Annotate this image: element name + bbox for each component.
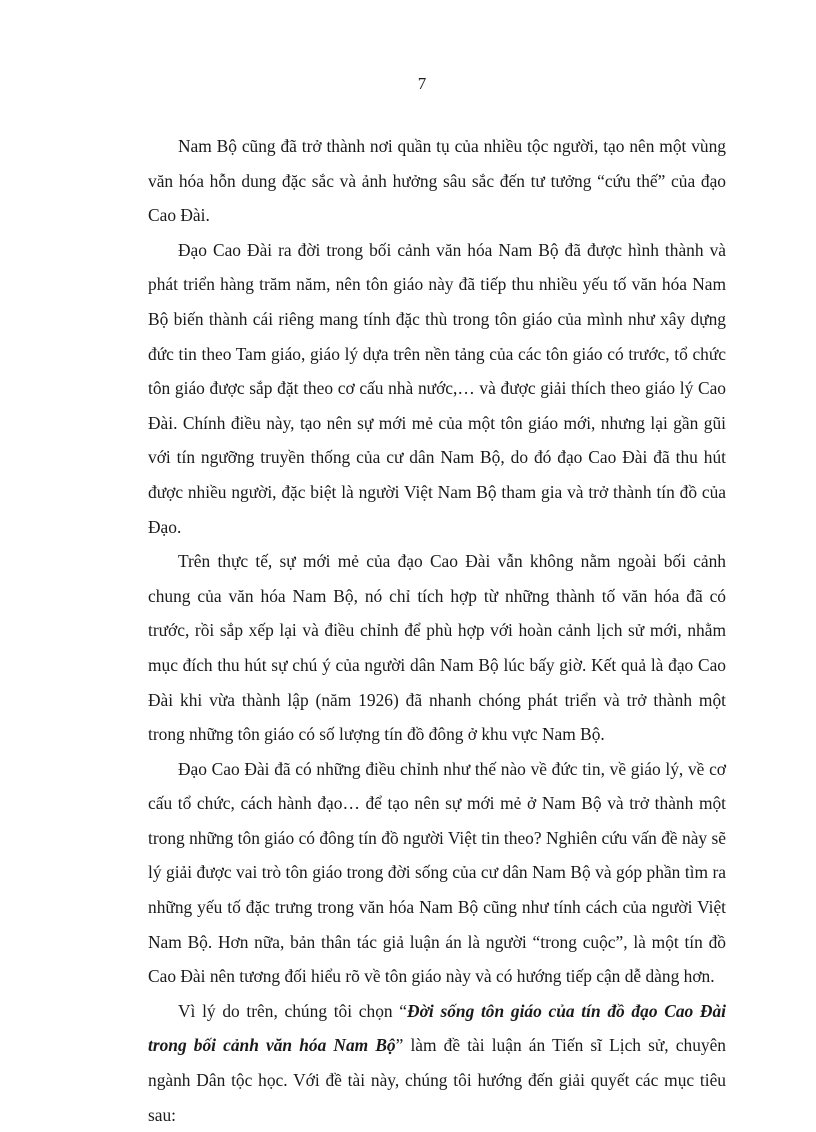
paragraph-5-tail: ” làm đề tài luận án Tiến sĩ Lịch sử, chuyên ngành Dân tộc học. Với đề tài này, chúng tôi hướng đến giải quyết các mục tiêu sau:	[148, 1035, 726, 1125]
paragraph-2: Đạo Cao Đài ra đời trong bối cảnh văn hóa Nam Bộ đã được hình thành và phát triển hàng trăm năm, nên tôn giáo này đã tiếp thu nhiều yếu tố văn hóa Nam Bộ biến thành cái riêng mang tính đặc thù trong tôn giáo của mình như xây dựng đức tin theo Tam giáo, giáo lý dựa trên nền tảng của các tôn giáo có trước, tổ chức tôn giáo được sắp đặt theo cơ cấu nhà nước,… và được giải thích theo giáo lý Cao Đài. Chính điều này, tạo nên sự mới mẻ của một tôn giáo mới, nhưng lại gần gũi với tín ngưỡng truyền thống của cư dân Nam Bộ, do đó đạo Cao Đài đã thu hút được nhiều người, đặc biệt là người Việt Nam Bộ tham gia và trở thành tín đồ của Đạo.	[148, 239, 726, 537]
body-text	[148, 129, 726, 1132]
paragraph-5	[148, 994, 726, 1132]
paragraph-1: Nam Bộ cũng đã trở thành nơi quần tụ của nhiều tộc người, tạo nên một vùng văn hóa hỗn dung đặc sắc và ảnh hưởng sâu sắc đến tư tưởng “cứu thế” của đạo Cao Đài.	[148, 136, 726, 226]
paragraph-5-lead: Vì lý do trên, chúng tôi chọn “	[178, 1000, 408, 1021]
thesis-title: Đời sống tôn giáo của tín đồ đạo Cao Đài trong bối cảnh văn hóa Nam Bộ	[148, 1000, 726, 1056]
page-number: 7	[417, 74, 427, 93]
paragraph-3: Trên thực tế, sự mới mẻ của đạo Cao Đài vẫn không nằm ngoài bối cảnh chung của văn hóa Nam Bộ, nó chỉ tích hợp từ những thành tố văn hóa đã có trước, rồi sắp xếp lại và điều chỉnh để phù hợp với hoàn cảnh lịch sử mới, nhằm mục đích thu hút sự chú ý của người dân Nam Bộ lúc bấy giờ. Kết quả là đạo Cao Đài khi vừa thành lập (năm 1926) đã nhanh chóng phát triển và trở thành một trong những tôn giáo có số lượng tín đồ đông ở khu vực Nam Bộ.	[148, 551, 726, 745]
paragraph-4: Đạo Cao Đài đã có những điều chỉnh như thế nào về đức tin, về giáo lý, về cơ cấu tổ chức, cách hành đạo… để tạo nên sự mới mẻ ở Nam Bộ và trở thành một trong những tôn giáo có đông tín đồ người Việt tin theo? Nghiên cứu vấn đề này sẽ lý giải được vai trò tôn giáo trong đời sống của cư dân Nam Bộ và góp phần tìm ra những yếu tố đặc trưng trong văn hóa Nam Bộ cũng như tính cách của người Việt Nam Bộ. Hơn nữa, bản thân tác giả luận án là người “trong cuộc”, là một tín đồ Cao Đài nên tương đối hiểu rõ về tôn giáo này và có hướng tiếp cận dễ dàng hơn.	[148, 758, 726, 987]
